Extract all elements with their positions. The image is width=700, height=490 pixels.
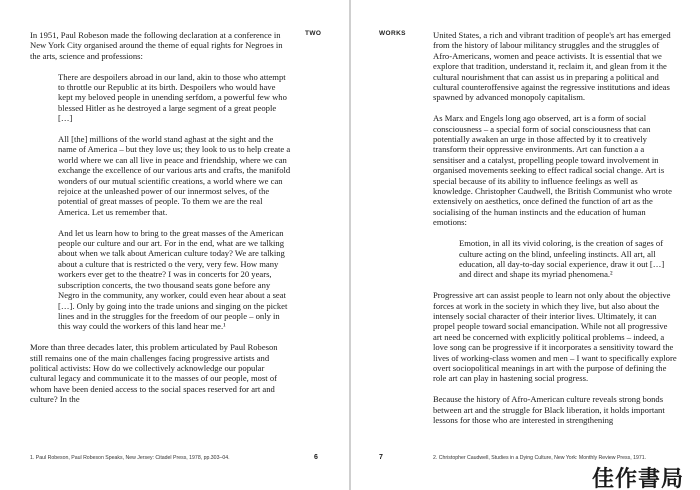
blockquote-caudwell: Emotion, in all its vivid coloring, is the creation of sages of culture acting on the blind, unfeeling instincts. All art, all education, all day-to-day social experience, draw it out […] and direct and shape its myriad phenomena.² [459, 238, 665, 280]
watermark-logo: 佳作書局 [590, 462, 686, 490]
right-page-body [433, 30, 677, 436]
blockquote-1: There are despoilers abroad in our land, akin to those who attempt to throttle our Republic at its birth. Despoilers who would have kept my beloved people in unending serfdom, a powerful few who blessed Hitler as he destroyed a large segment of a great people […] [58, 71, 287, 124]
paragraph-closing: More than three decades later, this problem articulated by Paul Robeson still remains one of the main challenges facing progressive artists and political activists: How do we collectively acknowledge our popular cultural legacy and communicate it to the masses of our people, most of whom have been denied access to the social spaces reserved for art and culture? In the [30, 342, 278, 405]
left-page-number: 6 [314, 454, 318, 461]
left-footnote: 1. Paul Robeson, Paul Robeson Speaks, New Jersey: Citadel Press, 1978, pp.303–04. [30, 455, 230, 461]
paragraph-4: Because the history of Afro-American culture reveals strong bonds between art and the struggle for Black liberation, it holds important lessons for those who are interested in strengthening [433, 394, 665, 425]
left-page [0, 0, 349, 490]
right-page [351, 0, 700, 490]
paragraph-3: Progressive art can assist people to learn not only about the objective forces at work in the society in which they live, but also about the intensely social character of their interior lives. Ultimately, it can propel people toward social emancipation. While not all progressive art need be concerned with explicitly political problems – indeed, a love song can be progressive if it incorporates a sensitivity toward the lives of working-class women and men – I want to specifically explore overt sociopolitical meanings in art with the purpose of defining the role art can play in hastening social progress. [433, 290, 677, 384]
blockquote-3: And let us learn how to bring to the great masses of the American people our culture and our art. For in the end, what are we talking about when we talk about American culture today? We are talking about a culture that is restricted o the very, very few. How many workers ever get to the theatre? I was in concerts for 20 years, subscription concerts, the two thousand seats gone before any Negro in the community, any worker, could even hear about a seat […]. Only by going into the trade unions and singing on the picket lines and in the struggles for the freedom of our people – only in this way could the workers of this land hear me.¹ [58, 227, 288, 332]
paragraph-intro: In 1951, Paul Robeson made the following declaration at a conference in New York City organised around the theme of equal rights for Negroes in the arts, science and professions: [30, 30, 283, 61]
left-running-head: TWO [305, 30, 322, 37]
right-page-number: 7 [379, 454, 383, 461]
right-running-head: WORKS [379, 30, 406, 37]
right-footnote: 2. Christopher Caudwell, Studies in a Dying Culture, New York: Monthly Review Press, 1971. [433, 455, 647, 461]
paragraph-2: As Marx and Engels long ago observed, art is a form of social consciousness – a special form of social consciousness that can potentially awaken an urge in those affected by it to creatively transform their oppressive environments. Art can function a a sensitiser and a catalyst, propelling people toward involvement in organised movements seeking to effect radical social change. Art is special because of its ability to influence feelings as well as knowledge. Christopher Caudwell, the British Communist who wrote extensively on aesthetics, once defined the function of art as the socialising of the human instincts and the education of human emotions: [433, 113, 672, 228]
paragraph-1: United States, a rich and vibrant tradition of people's art has emerged from the history of labour militancy struggles and the struggles of Afro-Americans, women and peace activists. It is essential that we explore that tradition, understand it, reclaim it, and glean from it the cultural nourishment that can assist us in preparing a political and cultural counteroffensive against the regressive institutions and ideas spawned by advanced monopoly capitalism. [433, 30, 671, 103]
blockquote-2: All [the] millions of the world stand aghast at the sight and the name of America – but they love us; they look to us to help create a world where we can all live in peace and friendship, where we can exchange the excellence of our various arts and crafts, the manifold wonders of our mutual scientific creations, a world where we can rejoice at the unleashed power of our innermost selves, of the potential of great masses of people. To them we are the real America. Let us remember that. [58, 134, 291, 217]
left-page-body [30, 30, 292, 415]
